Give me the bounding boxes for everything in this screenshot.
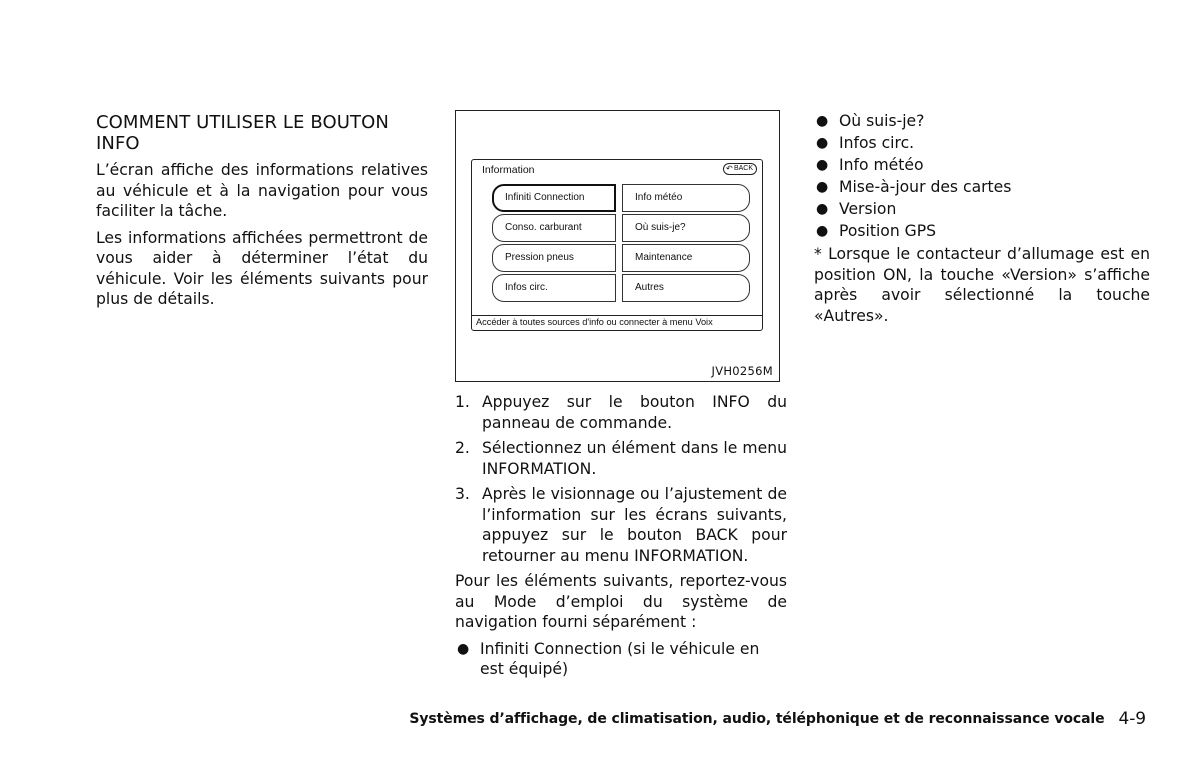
menu-item-infiniti-connection <box>492 184 616 212</box>
bullet-icon: ● <box>816 135 829 151</box>
menu-item-pression-pneus <box>492 244 616 272</box>
list-item-text: Mise-à-jour des cartes <box>839 178 1012 196</box>
menu-item-label: Infiniti Connection <box>505 192 585 203</box>
bullet-icon: ● <box>816 113 829 129</box>
intro-paragraph: L’écran affiche des informations relatives au véhicule et à la navigation pour vous faciliter la tâche. <box>96 161 428 220</box>
list-item-text: Où suis-je? <box>839 112 925 130</box>
screen-status-bar: Accéder à toutes sources d'info ou connecter à menu Voix <box>472 315 762 330</box>
page-number: 4-9 <box>1118 709 1146 729</box>
list-item <box>814 220 1150 242</box>
right-bullet-list <box>814 110 1150 242</box>
section-heading: COMMENT UTILISER LE BOUTON INFO <box>96 112 389 154</box>
menu-item-conso-carburant <box>492 214 616 242</box>
menu-item-ou-suis-je <box>622 214 750 242</box>
list-item <box>814 198 1150 220</box>
figure-code: JVH0256M <box>711 364 773 378</box>
menu-item-label: Autres <box>635 282 664 293</box>
right-column <box>814 110 1150 332</box>
list-item-text: Info météo <box>839 156 924 174</box>
menu-item-label: Pression pneus <box>505 252 574 263</box>
list-item <box>814 132 1150 154</box>
menu-item-label: Conso. carburant <box>505 222 582 233</box>
middle-column <box>455 110 787 680</box>
chapter-title: Systèmes d’affichage, de climatisation, audio, téléphonique et de reconnaissance vocale <box>409 711 1105 727</box>
menu-item-label: Info météo <box>635 192 683 203</box>
back-button-label: BACK <box>733 165 753 172</box>
menu-item-autres <box>622 274 750 302</box>
list-item <box>455 639 787 680</box>
bullet-icon: ● <box>816 179 829 195</box>
bullet-icon: ● <box>816 201 829 217</box>
menu-item-info-meteo <box>622 184 750 212</box>
list-item <box>814 110 1150 132</box>
back-arrow-icon: ↶ <box>726 164 733 173</box>
list-item-text: Infos circ. <box>839 134 915 152</box>
info-screen-figure <box>455 110 780 382</box>
step-item <box>455 438 787 479</box>
info-screen <box>471 159 763 331</box>
list-item <box>814 154 1150 176</box>
step-text: Sélectionnez un élément dans le menu INFORMATION. <box>482 439 787 478</box>
list-item-text: Version <box>839 200 897 218</box>
details-paragraph: Les informations affichées permettront de vous aider à déterminer l’état du véhicule. Voir les éléments suivants pour plus de détails. <box>96 228 428 308</box>
footnote: * Lorsque le contacteur d’allumage est en position ON, la touche «Version» s’affiche après avoir sélectionné la touche «Autres». <box>814 245 1150 325</box>
left-column <box>96 112 428 316</box>
menu-item-maintenance <box>622 244 750 272</box>
step-number: 2. <box>455 439 470 457</box>
step-text: Après le visionnage ou l’ajustement de l’information sur les écrans suivants, appuyez sur le bouton BACK pour retourner au menu INFORMATION. <box>482 485 787 565</box>
bullet-icon: ● <box>457 640 470 657</box>
list-item-text: Infiniti Connection (si le véhicule en est équipé) <box>480 639 760 678</box>
menu-item-infos-circ <box>492 274 616 302</box>
navigation-paragraph: Pour les éléments suivants, reportez-vous au Mode d’emploi du système de navigation fourni séparément : <box>455 572 787 631</box>
list-item-text: Position GPS <box>839 222 937 240</box>
page-footer <box>409 708 1146 728</box>
step-number: 3. <box>455 485 470 503</box>
back-button <box>723 163 757 175</box>
list-item <box>814 176 1150 198</box>
menu-item-label: Où suis-je? <box>635 222 686 233</box>
step-text: Appuyez sur le bouton INFO du panneau de commande. <box>482 393 787 432</box>
menu-item-label: Maintenance <box>635 252 693 263</box>
middle-bullet-list <box>455 639 787 680</box>
screen-title: Information <box>482 164 535 176</box>
step-item <box>455 392 787 433</box>
step-item <box>455 484 787 566</box>
steps-list <box>455 392 787 566</box>
step-number: 1. <box>455 393 470 411</box>
menu-item-label: Infos circ. <box>505 282 548 293</box>
bullet-icon: ● <box>816 223 829 239</box>
bullet-icon: ● <box>816 157 829 173</box>
